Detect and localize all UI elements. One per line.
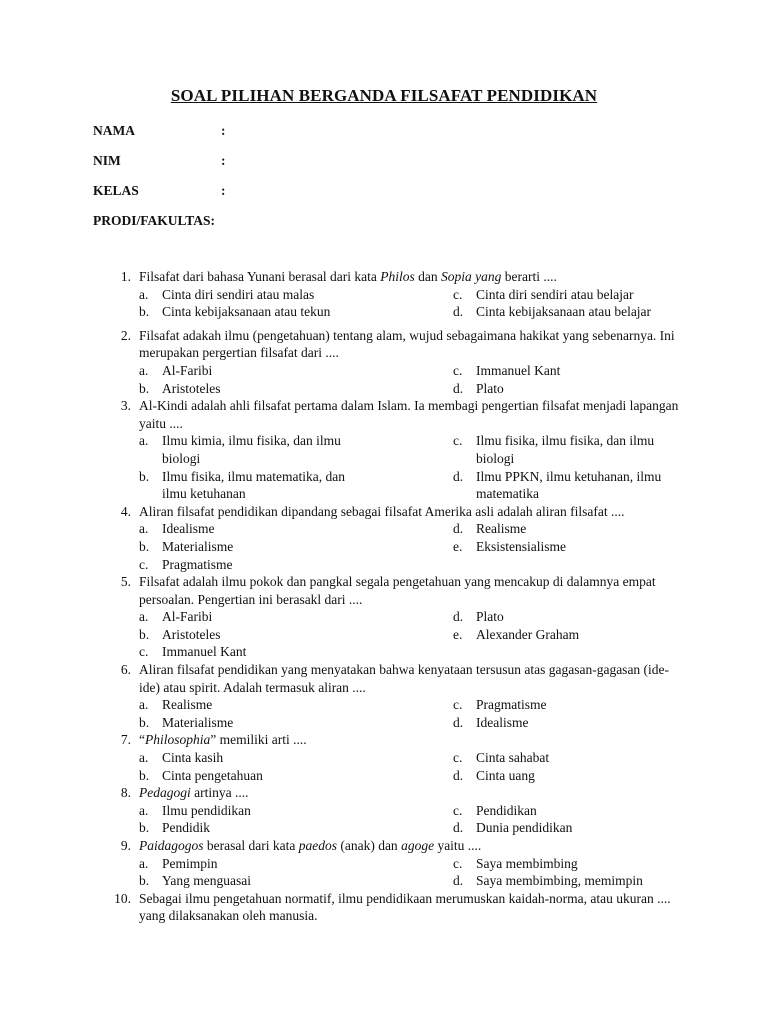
question-text-part: berarti .... (501, 269, 557, 284)
option-text: Plato (476, 380, 504, 396)
option-list (0, 608, 768, 661)
option-row (0, 520, 768, 538)
question-list (0, 268, 768, 925)
question-text (139, 327, 679, 362)
option-letter: a. (139, 802, 149, 818)
option-list (0, 520, 768, 573)
option-list (0, 286, 768, 321)
question-text (139, 397, 679, 432)
option-text: Cinta pengetahuan (162, 767, 263, 783)
option-letter: b. (139, 304, 150, 320)
field-colon: : (210, 213, 216, 228)
field-label: KELAS (93, 183, 139, 198)
option-text: Ilmu fisika, ilmu matematika, dan ilmu ketuhanan (162, 468, 345, 502)
question-text-italic: agoge (401, 838, 435, 853)
question-text-part: “ (139, 732, 145, 748)
question-text-part: (anak) dan (336, 838, 402, 853)
option-row (0, 749, 768, 767)
option-text: Ilmu kimia, ilmu fisika, dan ilmu biologi (162, 433, 341, 466)
option-text: Cinta kebijaksanaan atau tekun (162, 304, 331, 320)
question-text (139, 573, 679, 608)
question-text-part: ” memiliki arti .... (210, 732, 307, 748)
option-row (0, 380, 768, 398)
option-letter: a. (139, 286, 149, 302)
question-text-part: Filsafat adalah ilmu pokok dan pangkal segala pengetahuan yang mencakup di dalamnya empat persoalan. Pengertian ini berasakl dari .... (139, 574, 656, 607)
field-nama (93, 122, 226, 140)
option-letter: d. (453, 767, 464, 783)
question-item (0, 268, 768, 327)
field-nim (93, 152, 226, 170)
option-letter: c. (453, 286, 463, 302)
option-letter: e. (453, 538, 463, 554)
question-text-part: dan (414, 269, 442, 284)
question-text-italic: Pedagogi (139, 785, 191, 801)
option-letter: a. (139, 609, 149, 625)
page-title: SOAL PILIHAN BERGANDA FILSAFAT PENDIDIKAN (170, 86, 598, 105)
option-letter: b. (139, 468, 150, 484)
option-text: Realisme (476, 521, 527, 537)
question-item (0, 837, 768, 890)
option-text: Pendidikan (476, 802, 537, 818)
field-colon: : (221, 123, 226, 138)
option-letter: c. (453, 433, 463, 449)
question-text-italic: Sopia yang (441, 269, 502, 284)
field-colon: : (221, 183, 226, 198)
option-row (0, 872, 768, 890)
option-text: Cinta diri sendiri atau belajar (476, 286, 634, 302)
option-letter: c. (453, 750, 463, 766)
option-text: Materialisme (162, 714, 234, 730)
option-letter: d. (453, 873, 464, 889)
option-list (0, 696, 768, 731)
option-letter: a. (139, 362, 149, 378)
option-letter: c. (453, 362, 463, 378)
option-letter: a. (139, 697, 149, 713)
question-text-part: yaitu .... (434, 838, 482, 853)
question-number: 2. (120, 327, 131, 343)
question-text (139, 837, 679, 855)
option-letter: b. (139, 380, 150, 396)
option-letter: d. (453, 468, 464, 484)
question-text-part: berasal dari kata (203, 838, 299, 853)
option-row (0, 362, 768, 380)
option-text: Realisme (162, 697, 213, 713)
question-item (0, 397, 768, 503)
option-text: Idealisme (476, 714, 529, 730)
question-number: 3. (120, 398, 131, 414)
question-text (139, 503, 679, 521)
question-item (0, 731, 768, 784)
question-text-part: Sebagai ilmu pengetahuan normatif, ilmu pendidikaan merumuskan kaidah-norma, atau ukuran .... yang dilaksanakan oleh manusia. (139, 890, 671, 924)
option-row (0, 608, 768, 626)
option-letter: b. (139, 767, 150, 783)
question-item (0, 503, 768, 573)
question-text-italic: paedos (298, 838, 337, 853)
option-letter: e. (453, 626, 463, 642)
field-label: PRODI/FAKULTAS (93, 213, 211, 228)
option-text: Ilmu pendidikan (162, 802, 251, 818)
option-text: Immanuel Kant (162, 644, 247, 660)
option-list (0, 362, 768, 397)
option-letter: b. (139, 714, 150, 730)
question-number: 5. (120, 574, 131, 590)
field-label: NIM (93, 153, 121, 168)
option-text: Saya membimbing (476, 855, 578, 871)
question-text-part: Al-Kindi adalah ahli filsafat pertama dalam Islam. Ia membagi pengertian filsafat menjadi lapangan yaitu .... (139, 398, 679, 431)
question-text-italic: Philos (380, 269, 415, 284)
option-row (0, 819, 768, 837)
option-text: Alexander Graham (476, 626, 580, 642)
option-text: Immanuel Kant (476, 362, 561, 378)
field-label: NAMA (93, 123, 135, 138)
option-letter: b. (139, 538, 150, 554)
option-row (0, 303, 768, 321)
option-text: Eksistensialisme (476, 538, 566, 554)
option-letter: a. (139, 855, 149, 871)
question-text-part: Aliran filsafat pendidikan dipandang sebagai filsafat Amerika asli adalah aliran filsafat .... (139, 503, 625, 519)
option-row (0, 468, 768, 503)
option-letter: b. (139, 873, 150, 889)
option-letter: d. (453, 304, 464, 320)
question-text (139, 661, 679, 696)
question-text-italic: Paidagogos (139, 838, 204, 853)
option-letter: d. (453, 714, 464, 730)
option-text: Cinta kebijaksanaan atau belajar (476, 304, 652, 320)
option-row (0, 696, 768, 714)
option-letter: d. (453, 820, 464, 836)
option-letter: c. (453, 697, 463, 713)
option-row (0, 802, 768, 820)
option-text: Cinta diri sendiri atau malas (162, 286, 315, 302)
option-letter: a. (139, 750, 149, 766)
option-row (0, 538, 768, 556)
option-list (0, 749, 768, 784)
option-row (0, 432, 768, 467)
question-item (0, 890, 768, 925)
question-number: 9. (120, 838, 131, 853)
option-list (0, 802, 768, 837)
option-text: Materialisme (162, 538, 234, 554)
option-text: Al-Faribi (162, 362, 213, 378)
option-letter: d. (453, 521, 464, 537)
field-prodi-fakultas (93, 212, 215, 230)
question-number: 10. (114, 890, 131, 906)
question-text-italic: Philosophia (145, 732, 211, 748)
option-text: Dunia pendidikan (476, 820, 573, 836)
option-row (0, 767, 768, 785)
option-row (0, 286, 768, 304)
option-text: Yang menguasai (162, 873, 251, 889)
option-row (0, 643, 768, 661)
question-text-part: Filsafat adakah ilmu (pengetahuan) tentang alam, wujud sebagaimana hakikat yang sebenarnya. Ini merupakan pergertian filsafat dari .... (139, 327, 675, 361)
question-text-part: Aliran filsafat pendidikan yang menyatakan bahwa kenyataan tersusun atas gagasan-gagasan (ide-ide) atau spirit. Adalah termasuk aliran .... (139, 662, 670, 695)
option-letter: a. (139, 433, 149, 449)
question-number: 8. (120, 785, 131, 801)
option-text: Ilmu fisika, ilmu fisika, dan ilmu biologi (476, 433, 655, 466)
option-letter: b. (139, 626, 150, 642)
option-text: Pendidik (162, 820, 211, 836)
option-row (0, 626, 768, 644)
question-text-part: Filsafat dari bahasa Yunani berasal dari kata (139, 269, 381, 284)
option-text: Plato (476, 609, 504, 625)
option-letter: d. (453, 380, 464, 396)
option-letter: a. (139, 521, 149, 537)
option-text: Pemimpin (162, 855, 218, 871)
option-text: Cinta uang (476, 767, 535, 783)
option-text: Ilmu PPKN, ilmu ketuhanan, ilmu matematika (476, 468, 662, 502)
option-letter: d. (453, 609, 464, 625)
option-letter: c. (139, 644, 149, 660)
question-number: 4. (120, 503, 131, 519)
field-kelas (93, 182, 226, 200)
option-list (0, 855, 768, 890)
option-text: Aristoteles (162, 380, 221, 396)
option-letter: c. (453, 855, 463, 871)
question-text (139, 890, 679, 925)
option-row (0, 556, 768, 574)
option-text: Pragmatisme (162, 556, 233, 572)
question-number: 7. (120, 732, 131, 748)
option-row (0, 714, 768, 732)
option-text: Cinta sahabat (476, 750, 550, 766)
option-letter: c. (453, 802, 463, 818)
option-text: Aristoteles (162, 626, 221, 642)
option-row (0, 855, 768, 873)
question-text-part: artinya .... (190, 785, 249, 801)
option-text: Saya membimbing, memimpin (476, 873, 643, 889)
option-text: Cinta kasih (162, 750, 224, 766)
field-colon: : (221, 153, 226, 168)
question-text (139, 731, 679, 749)
question-item (0, 327, 768, 397)
question-number: 1. (120, 269, 131, 284)
question-item (0, 661, 768, 731)
question-item (0, 784, 768, 837)
option-letter: b. (139, 820, 150, 836)
option-text: Al-Faribi (162, 609, 213, 625)
question-text (139, 268, 679, 286)
question-text (139, 784, 679, 802)
question-number: 6. (120, 662, 131, 678)
question-item (0, 573, 768, 661)
option-text: Pragmatisme (476, 697, 547, 713)
option-list (0, 432, 768, 502)
option-text: Idealisme (162, 521, 215, 537)
option-letter: c. (139, 556, 149, 572)
